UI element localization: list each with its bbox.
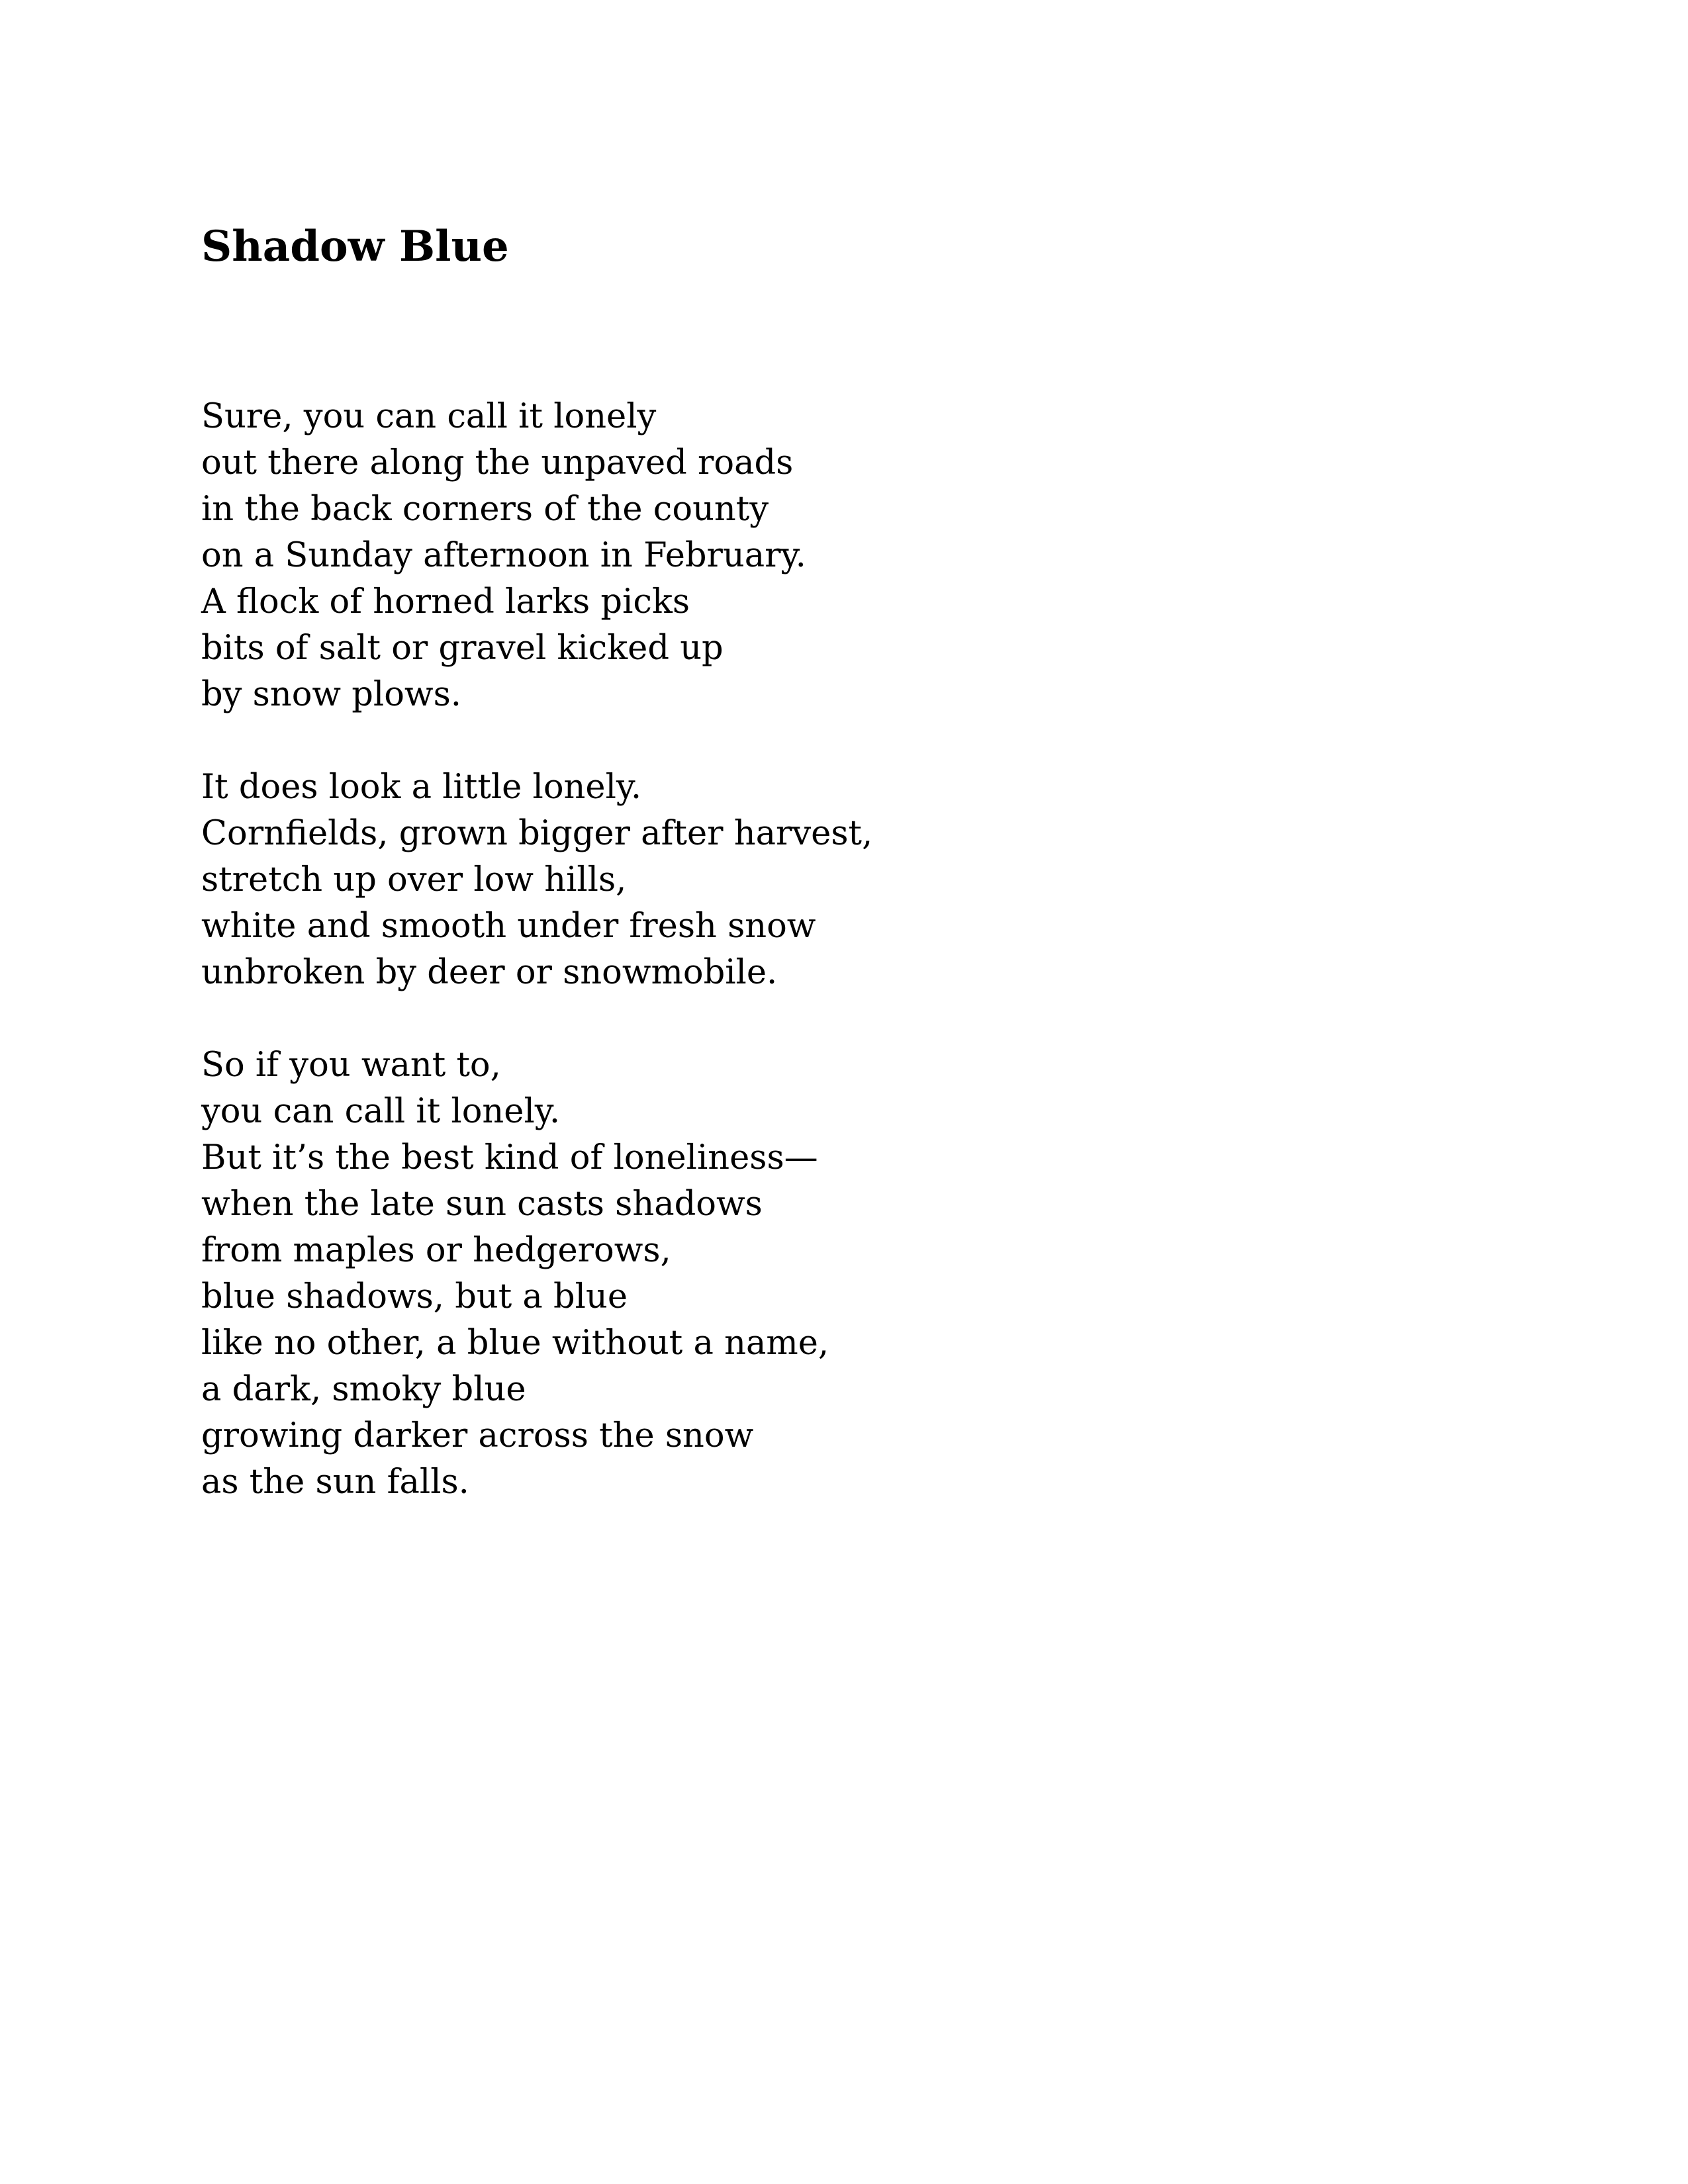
poem-title: Shadow Blue — [201, 222, 509, 271]
stanza-1 — [201, 394, 1525, 718]
poem-line: like no other, a blue without a name, — [201, 1324, 829, 1363]
poem-line: out there along the unpaved roads — [201, 443, 794, 482]
poem-line: But it’s the best kind of loneliness— — [201, 1138, 818, 1177]
poem-line: growing darker across the snow — [201, 1416, 754, 1455]
poem-line: when the late sun casts shadows — [201, 1185, 763, 1224]
poem-line: by snow plows. — [201, 675, 461, 714]
stanza-3 — [201, 1042, 1525, 1506]
stanza-2 — [201, 764, 1525, 996]
poem-line: blue shadows, but a blue — [201, 1277, 628, 1316]
poem-line: So if you want to, — [201, 1046, 501, 1085]
poem-line: It does look a little lonely. — [201, 768, 642, 807]
poem-line: stretch up over low hills, — [201, 860, 627, 899]
poem-line: on a Sunday afternoon in February. — [201, 536, 806, 575]
poem-line: you can call it lonely. — [201, 1092, 561, 1131]
poem-body — [201, 394, 1525, 1552]
poem-line: Cornfields, grown bigger after harvest, — [201, 814, 873, 853]
poem-line: white and smooth under fresh snow — [201, 907, 816, 946]
poem-line: Sure, you can call it lonely — [201, 397, 657, 436]
poem-line: A flock of horned larks picks — [201, 582, 690, 621]
poem-line: a dark, smoky blue — [201, 1370, 526, 1409]
poem-line: from maples or hedgerows, — [201, 1231, 671, 1270]
poem-line: as the sun falls. — [201, 1463, 469, 1502]
poem-line: unbroken by deer or snowmobile. — [201, 953, 778, 992]
poem-line: bits of salt or gravel kicked up — [201, 629, 724, 668]
poem-line: in the back corners of the county — [201, 490, 769, 529]
